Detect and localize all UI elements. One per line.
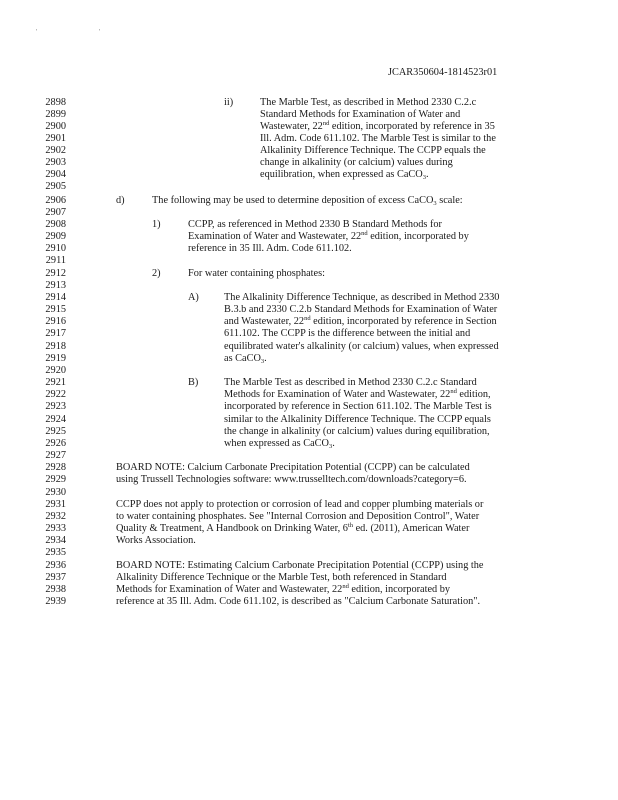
line-number: 2932 xyxy=(45,511,66,522)
text-line: and Wastewater, 22nd edition, incorporated by reference in Section xyxy=(224,315,497,327)
line-number: 2930 xyxy=(45,487,66,498)
subsection-label: ii) xyxy=(224,97,234,108)
line-number: 2910 xyxy=(45,243,66,254)
text-line: using Trussell Technologies software: www.trusselltech.com/downloads?category=6. xyxy=(116,474,467,485)
text-line: as CaCO$_3$. xyxy=(224,353,267,365)
item-label: 2) xyxy=(152,268,161,279)
text-line: Standard Methods for Examination of Water and xyxy=(260,109,461,120)
text-line: CCPP, as referenced in Method 2330 B Standard Methods for xyxy=(188,219,442,230)
line-number: 2935 xyxy=(45,547,66,558)
text-line: B.3.b and 2330 C.2.b Standard Methods for Examination of Water xyxy=(224,304,498,315)
text-line: 611.102. The CCPP is the difference between the initial and xyxy=(224,328,471,339)
section-label: d) xyxy=(116,195,125,206)
text-line: similar to the Alkalinity Difference Technique. The CCPP equals xyxy=(224,414,491,425)
text-line: BOARD NOTE: Estimating Calcium Carbonate Precipitation Potential (CCPP) using the xyxy=(116,560,484,571)
line-number: 2934 xyxy=(45,535,66,546)
line-number: 2906 xyxy=(45,195,66,206)
line-number: 2936 xyxy=(45,560,66,571)
line-number: 2919 xyxy=(45,353,66,364)
text-line: incorporated by reference in Section 611.102. The Marble Test is xyxy=(224,401,492,412)
line-number: 2902 xyxy=(45,145,66,156)
line-number: 2900 xyxy=(45,121,66,132)
line-number: 2899 xyxy=(45,109,66,120)
line-number: 2927 xyxy=(45,450,66,461)
line-number: 2923 xyxy=(45,401,66,412)
line-number: 2929 xyxy=(45,474,66,485)
line-number: 2926 xyxy=(45,438,66,449)
text-line: Alkalinity Difference Technique. The CCPP equals the xyxy=(260,145,486,156)
line-number: 2925 xyxy=(45,426,66,437)
line-number: 2905 xyxy=(45,181,66,192)
text-line: equilibration, when expressed as CaCO$_3$. xyxy=(260,169,429,181)
section-heading: The following may be used to determine deposition of excess CaCO$_3$ scale: xyxy=(152,195,463,207)
text-line: Methods for Examination of Water and Wastewater, 22nd edition, incorporated by xyxy=(116,583,451,595)
text-line: The Marble Test, as described in Method 2330 C.2.c xyxy=(260,97,477,108)
text-line: when expressed as CaCO$_3$. xyxy=(224,438,335,450)
text-line: Quality & Treatment, A Handbook on Drinking Water, 6th ed. (2011), American Water xyxy=(116,522,470,534)
line-number: 2911 xyxy=(45,255,66,266)
text-line: For water containing phosphates: xyxy=(188,268,325,279)
line-number: 2921 xyxy=(45,377,66,388)
line-number: 2898 xyxy=(45,97,66,108)
line-number: 2903 xyxy=(45,157,66,168)
line-number: 2939 xyxy=(45,596,66,607)
text-line: Methods for Examination of Water and Wastewater, 22nd edition, xyxy=(224,388,491,400)
text-line: BOARD NOTE: Calcium Carbonate Precipitation Potential (CCPP) can be calculated xyxy=(116,462,470,473)
line-number: 2915 xyxy=(45,304,66,315)
line-number: 2916 xyxy=(45,316,66,327)
text-line: change in alkalinity (or calcium) values during xyxy=(260,157,453,168)
text-line: CCPP does not apply to protection or corrosion of lead and copper plumbing materials or xyxy=(116,499,484,510)
text-line: to water containing phosphates. See "Internal Corrosion and Deposition Control", Water xyxy=(116,511,480,522)
text-line: Examination of Water and Wastewater, 22nd edition, incorporated by xyxy=(188,230,469,242)
text-line: Wastewater, 22nd edition, incorporated by reference in 35 xyxy=(260,120,495,132)
line-number: 2920 xyxy=(45,365,66,376)
text-line: Works Association. xyxy=(116,535,196,546)
line-number: 2904 xyxy=(45,169,66,180)
item-label: B) xyxy=(188,377,199,388)
line-number: 2938 xyxy=(45,584,66,595)
text-line: equilibrated water's alkalinity (or calcium) values, when expressed xyxy=(224,341,499,352)
line-number: 2907 xyxy=(45,207,66,218)
line-number: 2924 xyxy=(45,414,66,425)
scan-specks: ' ' xyxy=(36,28,131,36)
line-number: 2918 xyxy=(45,341,66,352)
text-line: Alkalinity Difference Technique or the Marble Test, both referenced in Standard xyxy=(116,572,447,583)
text-line: reference in 35 Ill. Adm. Code 611.102. xyxy=(188,243,352,254)
text-line: the change in alkalinity (or calcium) values during equilibration, xyxy=(224,426,490,437)
line-number: 2917 xyxy=(45,328,66,339)
line-number: 2937 xyxy=(45,572,66,583)
item-label: 1) xyxy=(152,219,161,230)
line-number: 2901 xyxy=(45,133,66,144)
line-number: 2931 xyxy=(45,499,66,510)
document-id: JCAR350604-1814523r01 xyxy=(388,67,498,78)
line-number: 2908 xyxy=(45,219,66,230)
item-label: A) xyxy=(188,292,199,303)
text-line: The Alkalinity Difference Technique, as described in Method 2330 xyxy=(224,292,500,303)
text-line: Ill. Adm. Code 611.102. The Marble Test is similar to the xyxy=(260,133,496,144)
text-line: reference at 35 Ill. Adm. Code 611.102, is described as "Calcium Carbonate Saturation". xyxy=(116,596,481,607)
line-number: 2928 xyxy=(45,462,66,473)
line-number: 2909 xyxy=(45,231,66,242)
line-number: 2914 xyxy=(45,292,66,303)
text-line: The Marble Test as described in Method 2330 C.2.c Standard xyxy=(224,377,477,388)
line-number: 2912 xyxy=(45,268,66,279)
line-number: 2922 xyxy=(45,389,66,400)
line-number: 2913 xyxy=(45,280,66,291)
line-number: 2933 xyxy=(45,523,66,534)
